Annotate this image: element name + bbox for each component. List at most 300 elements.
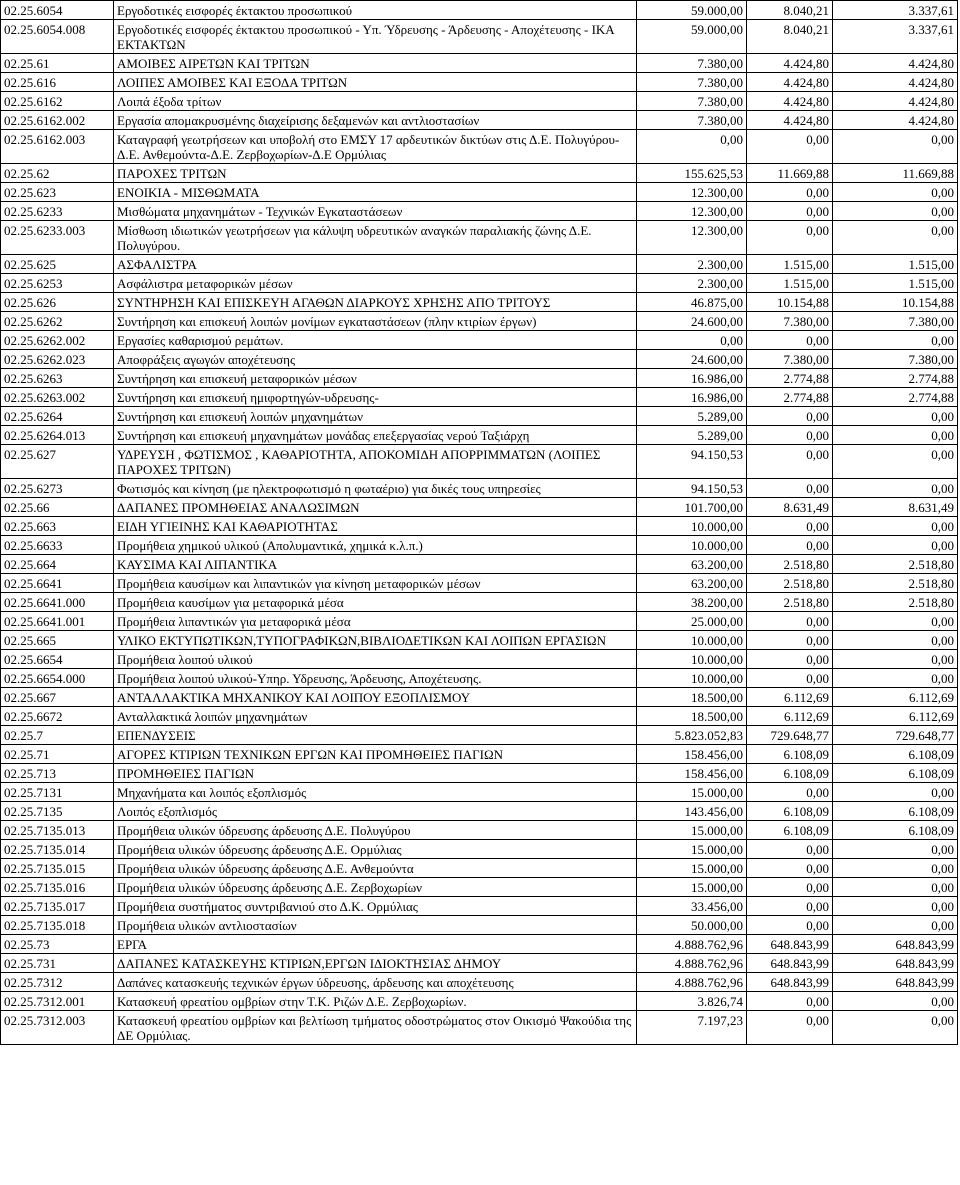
amount-budgeted-cell: 12.300,00 <box>637 202 747 221</box>
amount-paid-cell: 10.154,88 <box>833 293 958 312</box>
account-code-cell: 02.25.6264 <box>1 407 114 426</box>
description-cell: Εργοδοτικές εισφορές έκτακτου προσωπικού - Υπ. Ύδρευσης - Άρδευσης - Αποχέτευσης - ΙΚΑ ΕΚΤΑΚΤΩΝ <box>114 20 637 54</box>
amount-budgeted-cell: 15.000,00 <box>637 859 747 878</box>
description-cell: Μίσθωση ιδιωτικών γεωτρήσεων για κάλυψη υδρευτικών αναγκών παραλιακής ζώνης Δ.Ε. Πολυγύρου. <box>114 221 637 255</box>
account-code-cell: 02.25.7 <box>1 726 114 745</box>
amount-budgeted-cell: 7.380,00 <box>637 92 747 111</box>
amount-committed-cell: 4.424,80 <box>747 111 833 130</box>
account-code-cell: 02.25.665 <box>1 631 114 650</box>
account-code-cell: 02.25.663 <box>1 517 114 536</box>
table-row <box>1 369 958 388</box>
amount-budgeted-cell: 10.000,00 <box>637 517 747 536</box>
amount-paid-cell: 4.424,80 <box>833 92 958 111</box>
amount-committed-cell: 2.774,88 <box>747 369 833 388</box>
amount-committed-cell: 11.669,88 <box>747 164 833 183</box>
amount-committed-cell: 729.648,77 <box>747 726 833 745</box>
table-row <box>1 202 958 221</box>
account-code-cell: 02.25.7131 <box>1 783 114 802</box>
table-row <box>1 221 958 255</box>
description-cell: ΕΠΕΝΔΥΣΕΙΣ <box>114 726 637 745</box>
amount-paid-cell: 2.518,80 <box>833 593 958 612</box>
description-cell: Προμήθεια καυσίμων και λιπαντικών για κίνηση μεταφορικών μέσων <box>114 574 637 593</box>
account-code-cell: 02.25.6262.023 <box>1 350 114 369</box>
amount-budgeted-cell: 3.826,74 <box>637 992 747 1011</box>
table-row <box>1 802 958 821</box>
table-row <box>1 745 958 764</box>
account-code-cell: 02.25.6233.003 <box>1 221 114 255</box>
amount-committed-cell: 0,00 <box>747 221 833 255</box>
description-cell: ΛΟΙΠΕΣ ΑΜΟΙΒΕΣ ΚΑΙ ΕΞΟΔΑ ΤΡΙΤΩΝ <box>114 73 637 92</box>
amount-committed-cell: 6.108,09 <box>747 802 833 821</box>
amount-paid-cell: 3.337,61 <box>833 20 958 54</box>
table-row <box>1 916 958 935</box>
table-row <box>1 350 958 369</box>
description-cell: Προμήθεια υλικών ύδρευσης άρδευσης Δ.Ε. Ορμύλιας <box>114 840 637 859</box>
account-code-cell: 02.25.6162.002 <box>1 111 114 130</box>
description-cell: Συντήρηση και επισκευή μεταφορικών μέσων <box>114 369 637 388</box>
account-code-cell: 02.25.713 <box>1 764 114 783</box>
table-row <box>1 688 958 707</box>
account-code-cell: 02.25.6633 <box>1 536 114 555</box>
table-row <box>1 479 958 498</box>
amount-budgeted-cell: 0,00 <box>637 130 747 164</box>
amount-paid-cell: 6.112,69 <box>833 707 958 726</box>
amount-committed-cell: 0,00 <box>747 536 833 555</box>
account-code-cell: 02.25.62 <box>1 164 114 183</box>
amount-paid-cell: 0,00 <box>833 992 958 1011</box>
account-code-cell: 02.25.7135.016 <box>1 878 114 897</box>
table-row <box>1 954 958 973</box>
amount-paid-cell: 4.424,80 <box>833 54 958 73</box>
amount-budgeted-cell: 7.380,00 <box>637 111 747 130</box>
amount-paid-cell: 729.648,77 <box>833 726 958 745</box>
amount-paid-cell: 0,00 <box>833 859 958 878</box>
amount-committed-cell: 2.518,80 <box>747 555 833 574</box>
account-code-cell: 02.25.7135.014 <box>1 840 114 859</box>
amount-committed-cell: 648.843,99 <box>747 954 833 973</box>
account-code-cell: 02.25.6233 <box>1 202 114 221</box>
table-row <box>1 130 958 164</box>
description-cell: Προμήθεια χημικού υλικού (Απολυμαντικά, χημικά κ.λ.π.) <box>114 536 637 555</box>
table-row <box>1 183 958 202</box>
amount-budgeted-cell: 5.289,00 <box>637 407 747 426</box>
amount-committed-cell: 648.843,99 <box>747 973 833 992</box>
table-row <box>1 426 958 445</box>
amount-paid-cell: 0,00 <box>833 426 958 445</box>
amount-paid-cell: 0,00 <box>833 1011 958 1045</box>
amount-committed-cell: 0,00 <box>747 916 833 935</box>
description-cell: Δαπάνες κατασκευής τεχνικών έργων ύδρευσης, άρδευσης και αποχέτευσης <box>114 973 637 992</box>
amount-budgeted-cell: 15.000,00 <box>637 878 747 897</box>
description-cell: ΣΥΝΤΗΡΗΣΗ ΚΑΙ ΕΠΙΣΚΕΥΗ ΑΓΑΘΩΝ ΔΙΑΡΚΟΥΣ ΧΡΗΣΗΣ ΑΠΟ ΤΡΙΤΟΥΣ <box>114 293 637 312</box>
description-cell: ΠΡΟΜΗΘΕΙΕΣ ΠΑΓΙΩΝ <box>114 764 637 783</box>
amount-committed-cell: 0,00 <box>747 517 833 536</box>
amount-paid-cell: 0,00 <box>833 202 958 221</box>
description-cell: ΑΣΦΑΛΙΣΤΡΑ <box>114 255 637 274</box>
account-code-cell: 02.25.6654.000 <box>1 669 114 688</box>
account-code-cell: 02.25.6162 <box>1 92 114 111</box>
table-row <box>1 407 958 426</box>
table-row <box>1 388 958 407</box>
description-cell: ΕΝΟΙΚΙΑ - ΜΙΣΘΩΜΑΤΑ <box>114 183 637 202</box>
description-cell: Συντήρηση και επισκευή λοιπών μηχανημάτων <box>114 407 637 426</box>
table-row <box>1 631 958 650</box>
table-row <box>1 764 958 783</box>
description-cell: Λοιπός εξοπλισμός <box>114 802 637 821</box>
description-cell: Συντήρηση και επισκευή λοιπών μονίμων εγκαταστάσεων (πλην κτιρίων έργων) <box>114 312 637 331</box>
amount-committed-cell: 6.112,69 <box>747 707 833 726</box>
amount-committed-cell: 4.424,80 <box>747 92 833 111</box>
amount-paid-cell: 0,00 <box>833 479 958 498</box>
amount-committed-cell: 0,00 <box>747 445 833 479</box>
account-code-cell: 02.25.616 <box>1 73 114 92</box>
amount-committed-cell: 0,00 <box>747 1011 833 1045</box>
amount-committed-cell: 0,00 <box>747 331 833 350</box>
table-row <box>1 498 958 517</box>
amount-budgeted-cell: 94.150,53 <box>637 445 747 479</box>
table-row <box>1 612 958 631</box>
table-row <box>1 1011 958 1045</box>
amount-budgeted-cell: 5.823.052,83 <box>637 726 747 745</box>
table-row <box>1 555 958 574</box>
amount-budgeted-cell: 4.888.762,96 <box>637 954 747 973</box>
account-code-cell: 02.25.6263.002 <box>1 388 114 407</box>
amount-paid-cell: 8.631,49 <box>833 498 958 517</box>
amount-committed-cell: 4.424,80 <box>747 73 833 92</box>
amount-budgeted-cell: 50.000,00 <box>637 916 747 935</box>
description-cell: Προμήθεια καυσίμων για μεταφορικά μέσα <box>114 593 637 612</box>
description-cell: Εργασία απομακρυσμένης διαχείρισης δεξαμενών και αντλιοστασίων <box>114 111 637 130</box>
table-row <box>1 574 958 593</box>
description-cell: ΑΝΤΑΛΛΑΚΤΙΚΑ ΜΗΧΑΝΙΚΟΥ ΚΑΙ ΛΟΙΠΟΥ ΕΞΟΠΛΙΣΜΟΥ <box>114 688 637 707</box>
amount-paid-cell: 6.112,69 <box>833 688 958 707</box>
table-row <box>1 669 958 688</box>
description-cell: ΠΑΡΟΧΕΣ ΤΡΙΤΩΝ <box>114 164 637 183</box>
amount-committed-cell: 0,00 <box>747 407 833 426</box>
amount-paid-cell: 0,00 <box>833 130 958 164</box>
table-row <box>1 255 958 274</box>
amount-committed-cell: 1.515,00 <box>747 274 833 293</box>
amount-paid-cell: 0,00 <box>833 445 958 479</box>
amount-budgeted-cell: 12.300,00 <box>637 183 747 202</box>
description-cell: Προμήθεια συστήματος συντριβανιού στο Δ.Κ. Ορμύλιας <box>114 897 637 916</box>
description-cell: Καταγραφή γεωτρήσεων και υποβολή στο ΕΜΣΥ 17 αρδευτικών δικτύων στις Δ.Ε. Πολυγύρου-Δ.Ε. Ανθεμούντα-Δ.Ε. Ζερβοχωρίων-Δ.Ε Ορμύλιας <box>114 130 637 164</box>
amount-committed-cell: 0,00 <box>747 669 833 688</box>
description-cell: ΥΛΙΚΟ ΕΚΤΥΠΩΤΙΚΩΝ,ΤΥΠΟΓΡΑΦΙΚΩΝ,ΒΙΒΛΙΟΔΕΤΙΚΩΝ ΚΑΙ ΛΟΙΠΩΝ ΕΡΓΑΣΙΩΝ <box>114 631 637 650</box>
account-code-cell: 02.25.66 <box>1 498 114 517</box>
table-row <box>1 54 958 73</box>
amount-paid-cell: 0,00 <box>833 878 958 897</box>
amount-budgeted-cell: 101.700,00 <box>637 498 747 517</box>
table-row <box>1 164 958 183</box>
account-code-cell: 02.25.7312.001 <box>1 992 114 1011</box>
description-cell: Συντήρηση και επισκευή ημιφορτηγών-υδρευσης- <box>114 388 637 407</box>
amount-paid-cell: 4.424,80 <box>833 73 958 92</box>
amount-budgeted-cell: 5.289,00 <box>637 426 747 445</box>
table-row <box>1 331 958 350</box>
account-code-cell: 02.25.625 <box>1 255 114 274</box>
table-row <box>1 878 958 897</box>
amount-committed-cell: 7.380,00 <box>747 312 833 331</box>
amount-budgeted-cell: 25.000,00 <box>637 612 747 631</box>
amount-budgeted-cell: 59.000,00 <box>637 1 747 20</box>
amount-committed-cell: 7.380,00 <box>747 350 833 369</box>
table-row <box>1 274 958 293</box>
amount-committed-cell: 0,00 <box>747 992 833 1011</box>
description-cell: Προμήθεια λοιπού υλικού <box>114 650 637 669</box>
amount-budgeted-cell: 24.600,00 <box>637 350 747 369</box>
description-cell: Προμήθεια υλικών ύδρευσης άρδευσης Δ.Ε. Ανθεμούντα <box>114 859 637 878</box>
table-row <box>1 593 958 612</box>
account-code-cell: 02.25.7135.018 <box>1 916 114 935</box>
amount-budgeted-cell: 15.000,00 <box>637 840 747 859</box>
table-row <box>1 1 958 20</box>
amount-committed-cell: 0,00 <box>747 650 833 669</box>
account-code-cell: 02.25.664 <box>1 555 114 574</box>
amount-committed-cell: 6.108,09 <box>747 764 833 783</box>
amount-budgeted-cell: 7.380,00 <box>637 73 747 92</box>
amount-budgeted-cell: 33.456,00 <box>637 897 747 916</box>
description-cell: Εργασίες καθαρισμού ρεμάτων. <box>114 331 637 350</box>
table-row <box>1 840 958 859</box>
amount-committed-cell: 4.424,80 <box>747 54 833 73</box>
amount-committed-cell: 2.518,80 <box>747 593 833 612</box>
amount-paid-cell: 11.669,88 <box>833 164 958 183</box>
account-code-cell: 02.25.6641.001 <box>1 612 114 631</box>
table-row <box>1 992 958 1011</box>
budget-table-body <box>1 1 958 1045</box>
description-cell: Μηχανήματα και λοιπός εξοπλισμός <box>114 783 637 802</box>
amount-paid-cell: 648.843,99 <box>833 954 958 973</box>
description-cell: Προμήθεια υλικών αντλιοστασίων <box>114 916 637 935</box>
table-row <box>1 897 958 916</box>
amount-paid-cell: 3.337,61 <box>833 1 958 20</box>
amount-paid-cell: 0,00 <box>833 407 958 426</box>
table-row <box>1 20 958 54</box>
account-code-cell: 02.25.6054.008 <box>1 20 114 54</box>
amount-committed-cell: 0,00 <box>747 859 833 878</box>
description-cell: ΔΑΠΑΝΕΣ ΚΑΤΑΣΚΕΥΗΣ ΚΤΙΡΙΩΝ,ΕΡΓΩΝ ΙΔΙΟΚΤΗΣΙΑΣ ΔΗΜΟΥ <box>114 954 637 973</box>
account-code-cell: 02.25.6162.003 <box>1 130 114 164</box>
amount-budgeted-cell: 10.000,00 <box>637 669 747 688</box>
table-row <box>1 536 958 555</box>
account-code-cell: 02.25.6253 <box>1 274 114 293</box>
amount-budgeted-cell: 4.888.762,96 <box>637 973 747 992</box>
amount-budgeted-cell: 18.500,00 <box>637 688 747 707</box>
amount-committed-cell: 648.843,99 <box>747 935 833 954</box>
amount-paid-cell: 6.108,09 <box>833 764 958 783</box>
amount-paid-cell: 7.380,00 <box>833 312 958 331</box>
amount-budgeted-cell: 7.197,23 <box>637 1011 747 1045</box>
amount-paid-cell: 0,00 <box>833 669 958 688</box>
amount-budgeted-cell: 15.000,00 <box>637 821 747 840</box>
description-cell: Συντήρηση και επισκευή μηχανημάτων μονάδας επεξεργασίας νερού Ταξιάρχη <box>114 426 637 445</box>
description-cell: Φωτισμός και κίνηση (με ηλεκτροφωτισμό η φωταέριο) για δικές τους υπηρεσίες <box>114 479 637 498</box>
amount-paid-cell: 0,00 <box>833 612 958 631</box>
account-code-cell: 02.25.667 <box>1 688 114 707</box>
amount-budgeted-cell: 12.300,00 <box>637 221 747 255</box>
account-code-cell: 02.25.627 <box>1 445 114 479</box>
account-code-cell: 02.25.6641 <box>1 574 114 593</box>
amount-budgeted-cell: 158.456,00 <box>637 745 747 764</box>
description-cell: Λοιπά έξοδα τρίτων <box>114 92 637 111</box>
amount-committed-cell: 2.774,88 <box>747 388 833 407</box>
amount-budgeted-cell: 63.200,00 <box>637 574 747 593</box>
amount-budgeted-cell: 155.625,53 <box>637 164 747 183</box>
amount-paid-cell: 648.843,99 <box>833 973 958 992</box>
account-code-cell: 02.25.7312 <box>1 973 114 992</box>
description-cell: Κατασκευή φρεατίου ομβρίων στην Τ.Κ. Ριζών Δ.Ε. Ζερβοχωρίων. <box>114 992 637 1011</box>
table-row <box>1 859 958 878</box>
amount-paid-cell: 4.424,80 <box>833 111 958 130</box>
amount-paid-cell: 0,00 <box>833 897 958 916</box>
description-cell: ΕΙΔΗ ΥΓΙΕΙΝΗΣ ΚΑΙ ΚΑΘΑΡΙΟΤΗΤΑΣ <box>114 517 637 536</box>
amount-paid-cell: 0,00 <box>833 221 958 255</box>
amount-budgeted-cell: 10.000,00 <box>637 536 747 555</box>
table-row <box>1 517 958 536</box>
table-row <box>1 73 958 92</box>
amount-budgeted-cell: 15.000,00 <box>637 783 747 802</box>
amount-paid-cell: 2.774,88 <box>833 388 958 407</box>
account-code-cell: 02.25.6654 <box>1 650 114 669</box>
table-row <box>1 92 958 111</box>
amount-committed-cell: 2.518,80 <box>747 574 833 593</box>
table-row <box>1 111 958 130</box>
amount-committed-cell: 0,00 <box>747 183 833 202</box>
amount-paid-cell: 7.380,00 <box>833 350 958 369</box>
amount-budgeted-cell: 158.456,00 <box>637 764 747 783</box>
amount-paid-cell: 2.518,80 <box>833 555 958 574</box>
description-cell: ΔΑΠΑΝΕΣ ΠΡΟΜΗΘΕΙΑΣ ΑΝΑΛΩΣΙΜΩΝ <box>114 498 637 517</box>
description-cell: ΑΜΟΙΒΕΣ ΑΙΡΕΤΩΝ ΚΑΙ ΤΡΙΤΩΝ <box>114 54 637 73</box>
amount-paid-cell: 0,00 <box>833 783 958 802</box>
account-code-cell: 02.25.6263 <box>1 369 114 388</box>
amount-paid-cell: 1.515,00 <box>833 255 958 274</box>
amount-paid-cell: 6.108,09 <box>833 745 958 764</box>
table-row <box>1 821 958 840</box>
description-cell: Εργοδοτικές εισφορές έκτακτου προσωπικού <box>114 1 637 20</box>
amount-paid-cell: 0,00 <box>833 331 958 350</box>
table-row <box>1 707 958 726</box>
amount-budgeted-cell: 7.380,00 <box>637 54 747 73</box>
account-code-cell: 02.25.6273 <box>1 479 114 498</box>
amount-committed-cell: 0,00 <box>747 878 833 897</box>
amount-budgeted-cell: 4.888.762,96 <box>637 935 747 954</box>
amount-paid-cell: 0,00 <box>833 916 958 935</box>
account-code-cell: 02.25.6672 <box>1 707 114 726</box>
amount-committed-cell: 6.108,09 <box>747 821 833 840</box>
amount-paid-cell: 0,00 <box>833 840 958 859</box>
amount-paid-cell: 0,00 <box>833 183 958 202</box>
amount-budgeted-cell: 38.200,00 <box>637 593 747 612</box>
amount-committed-cell: 8.040,21 <box>747 1 833 20</box>
table-row <box>1 783 958 802</box>
table-row <box>1 312 958 331</box>
account-code-cell: 02.25.6641.000 <box>1 593 114 612</box>
amount-committed-cell: 0,00 <box>747 479 833 498</box>
amount-committed-cell: 0,00 <box>747 426 833 445</box>
description-cell: Ασφάλιστρα μεταφορικών μέσων <box>114 274 637 293</box>
description-cell: Προμήθεια λιπαντικών για μεταφορικά μέσα <box>114 612 637 631</box>
amount-budgeted-cell: 2.300,00 <box>637 274 747 293</box>
amount-budgeted-cell: 16.986,00 <box>637 369 747 388</box>
amount-budgeted-cell: 10.000,00 <box>637 650 747 669</box>
account-code-cell: 02.25.6264.013 <box>1 426 114 445</box>
amount-paid-cell: 6.108,09 <box>833 821 958 840</box>
description-cell: Προμήθεια υλικών ύδρευσης άρδευσης Δ.Ε. Πολυγύρου <box>114 821 637 840</box>
account-code-cell: 02.25.7135.017 <box>1 897 114 916</box>
account-code-cell: 02.25.6054 <box>1 1 114 20</box>
amount-paid-cell: 2.518,80 <box>833 574 958 593</box>
amount-committed-cell: 1.515,00 <box>747 255 833 274</box>
amount-budgeted-cell: 2.300,00 <box>637 255 747 274</box>
amount-committed-cell: 0,00 <box>747 631 833 650</box>
description-cell: ΥΔΡΕΥΣΗ , ΦΩΤΙΣΜΟΣ , ΚΑΘΑΡΙΟΤΗΤΑ, ΑΠΟΚΟΜΙΔΗ ΑΠΟΡΡΙΜΜΑΤΩΝ (ΛΟΙΠΕΣ ΠΑΡΟΧΕΣ ΤΡΙΤΩΝ) <box>114 445 637 479</box>
amount-committed-cell: 0,00 <box>747 612 833 631</box>
description-cell: Μισθώματα μηχανημάτων - Τεχνικών Εγκαταστάσεων <box>114 202 637 221</box>
amount-committed-cell: 0,00 <box>747 783 833 802</box>
account-code-cell: 02.25.7135.015 <box>1 859 114 878</box>
amount-committed-cell: 0,00 <box>747 897 833 916</box>
amount-paid-cell: 0,00 <box>833 631 958 650</box>
amount-committed-cell: 10.154,88 <box>747 293 833 312</box>
amount-committed-cell: 6.108,09 <box>747 745 833 764</box>
amount-budgeted-cell: 143.456,00 <box>637 802 747 821</box>
account-code-cell: 02.25.7312.003 <box>1 1011 114 1045</box>
table-row <box>1 726 958 745</box>
amount-paid-cell: 0,00 <box>833 650 958 669</box>
account-code-cell: 02.25.731 <box>1 954 114 973</box>
amount-budgeted-cell: 63.200,00 <box>637 555 747 574</box>
amount-paid-cell: 1.515,00 <box>833 274 958 293</box>
account-code-cell: 02.25.7135 <box>1 802 114 821</box>
account-code-cell: 02.25.623 <box>1 183 114 202</box>
amount-committed-cell: 0,00 <box>747 202 833 221</box>
amount-paid-cell: 6.108,09 <box>833 802 958 821</box>
amount-paid-cell: 2.774,88 <box>833 369 958 388</box>
amount-budgeted-cell: 94.150,53 <box>637 479 747 498</box>
account-code-cell: 02.25.61 <box>1 54 114 73</box>
account-code-cell: 02.25.73 <box>1 935 114 954</box>
description-cell: ΚΑΥΣΙΜΑ ΚΑΙ ΛΙΠΑΝΤΙΚΑ <box>114 555 637 574</box>
amount-committed-cell: 8.040,21 <box>747 20 833 54</box>
description-cell: ΑΓΟΡΕΣ ΚΤΙΡΙΩΝ ΤΕΧΝΙΚΩΝ ΕΡΓΩΝ ΚΑΙ ΠΡΟΜΗΘΕΙΕΣ ΠΑΓΙΩΝ <box>114 745 637 764</box>
account-code-cell: 02.25.626 <box>1 293 114 312</box>
amount-budgeted-cell: 18.500,00 <box>637 707 747 726</box>
amount-budgeted-cell: 46.875,00 <box>637 293 747 312</box>
amount-budgeted-cell: 24.600,00 <box>637 312 747 331</box>
description-cell: Ανταλλακτικά λοιπών μηχανημάτων <box>114 707 637 726</box>
amount-budgeted-cell: 59.000,00 <box>637 20 747 54</box>
description-cell: Προμήθεια λοιπού υλικού-Υπηρ. Υδρευσης, Άρδευσης, Αποχέτευσης. <box>114 669 637 688</box>
account-code-cell: 02.25.71 <box>1 745 114 764</box>
amount-paid-cell: 0,00 <box>833 536 958 555</box>
amount-budgeted-cell: 0,00 <box>637 331 747 350</box>
amount-paid-cell: 0,00 <box>833 517 958 536</box>
amount-committed-cell: 8.631,49 <box>747 498 833 517</box>
amount-budgeted-cell: 10.000,00 <box>637 631 747 650</box>
table-row <box>1 445 958 479</box>
description-cell: Αποφράξεις αγωγών αποχέτευσης <box>114 350 637 369</box>
amount-committed-cell: 0,00 <box>747 840 833 859</box>
table-row <box>1 973 958 992</box>
amount-paid-cell: 648.843,99 <box>833 935 958 954</box>
amount-committed-cell: 0,00 <box>747 130 833 164</box>
description-cell: Προμήθεια υλικών ύδρευσης άρδευσης Δ.Ε. Ζερβοχωρίων <box>114 878 637 897</box>
account-code-cell: 02.25.6262 <box>1 312 114 331</box>
table-row <box>1 293 958 312</box>
amount-budgeted-cell: 16.986,00 <box>637 388 747 407</box>
